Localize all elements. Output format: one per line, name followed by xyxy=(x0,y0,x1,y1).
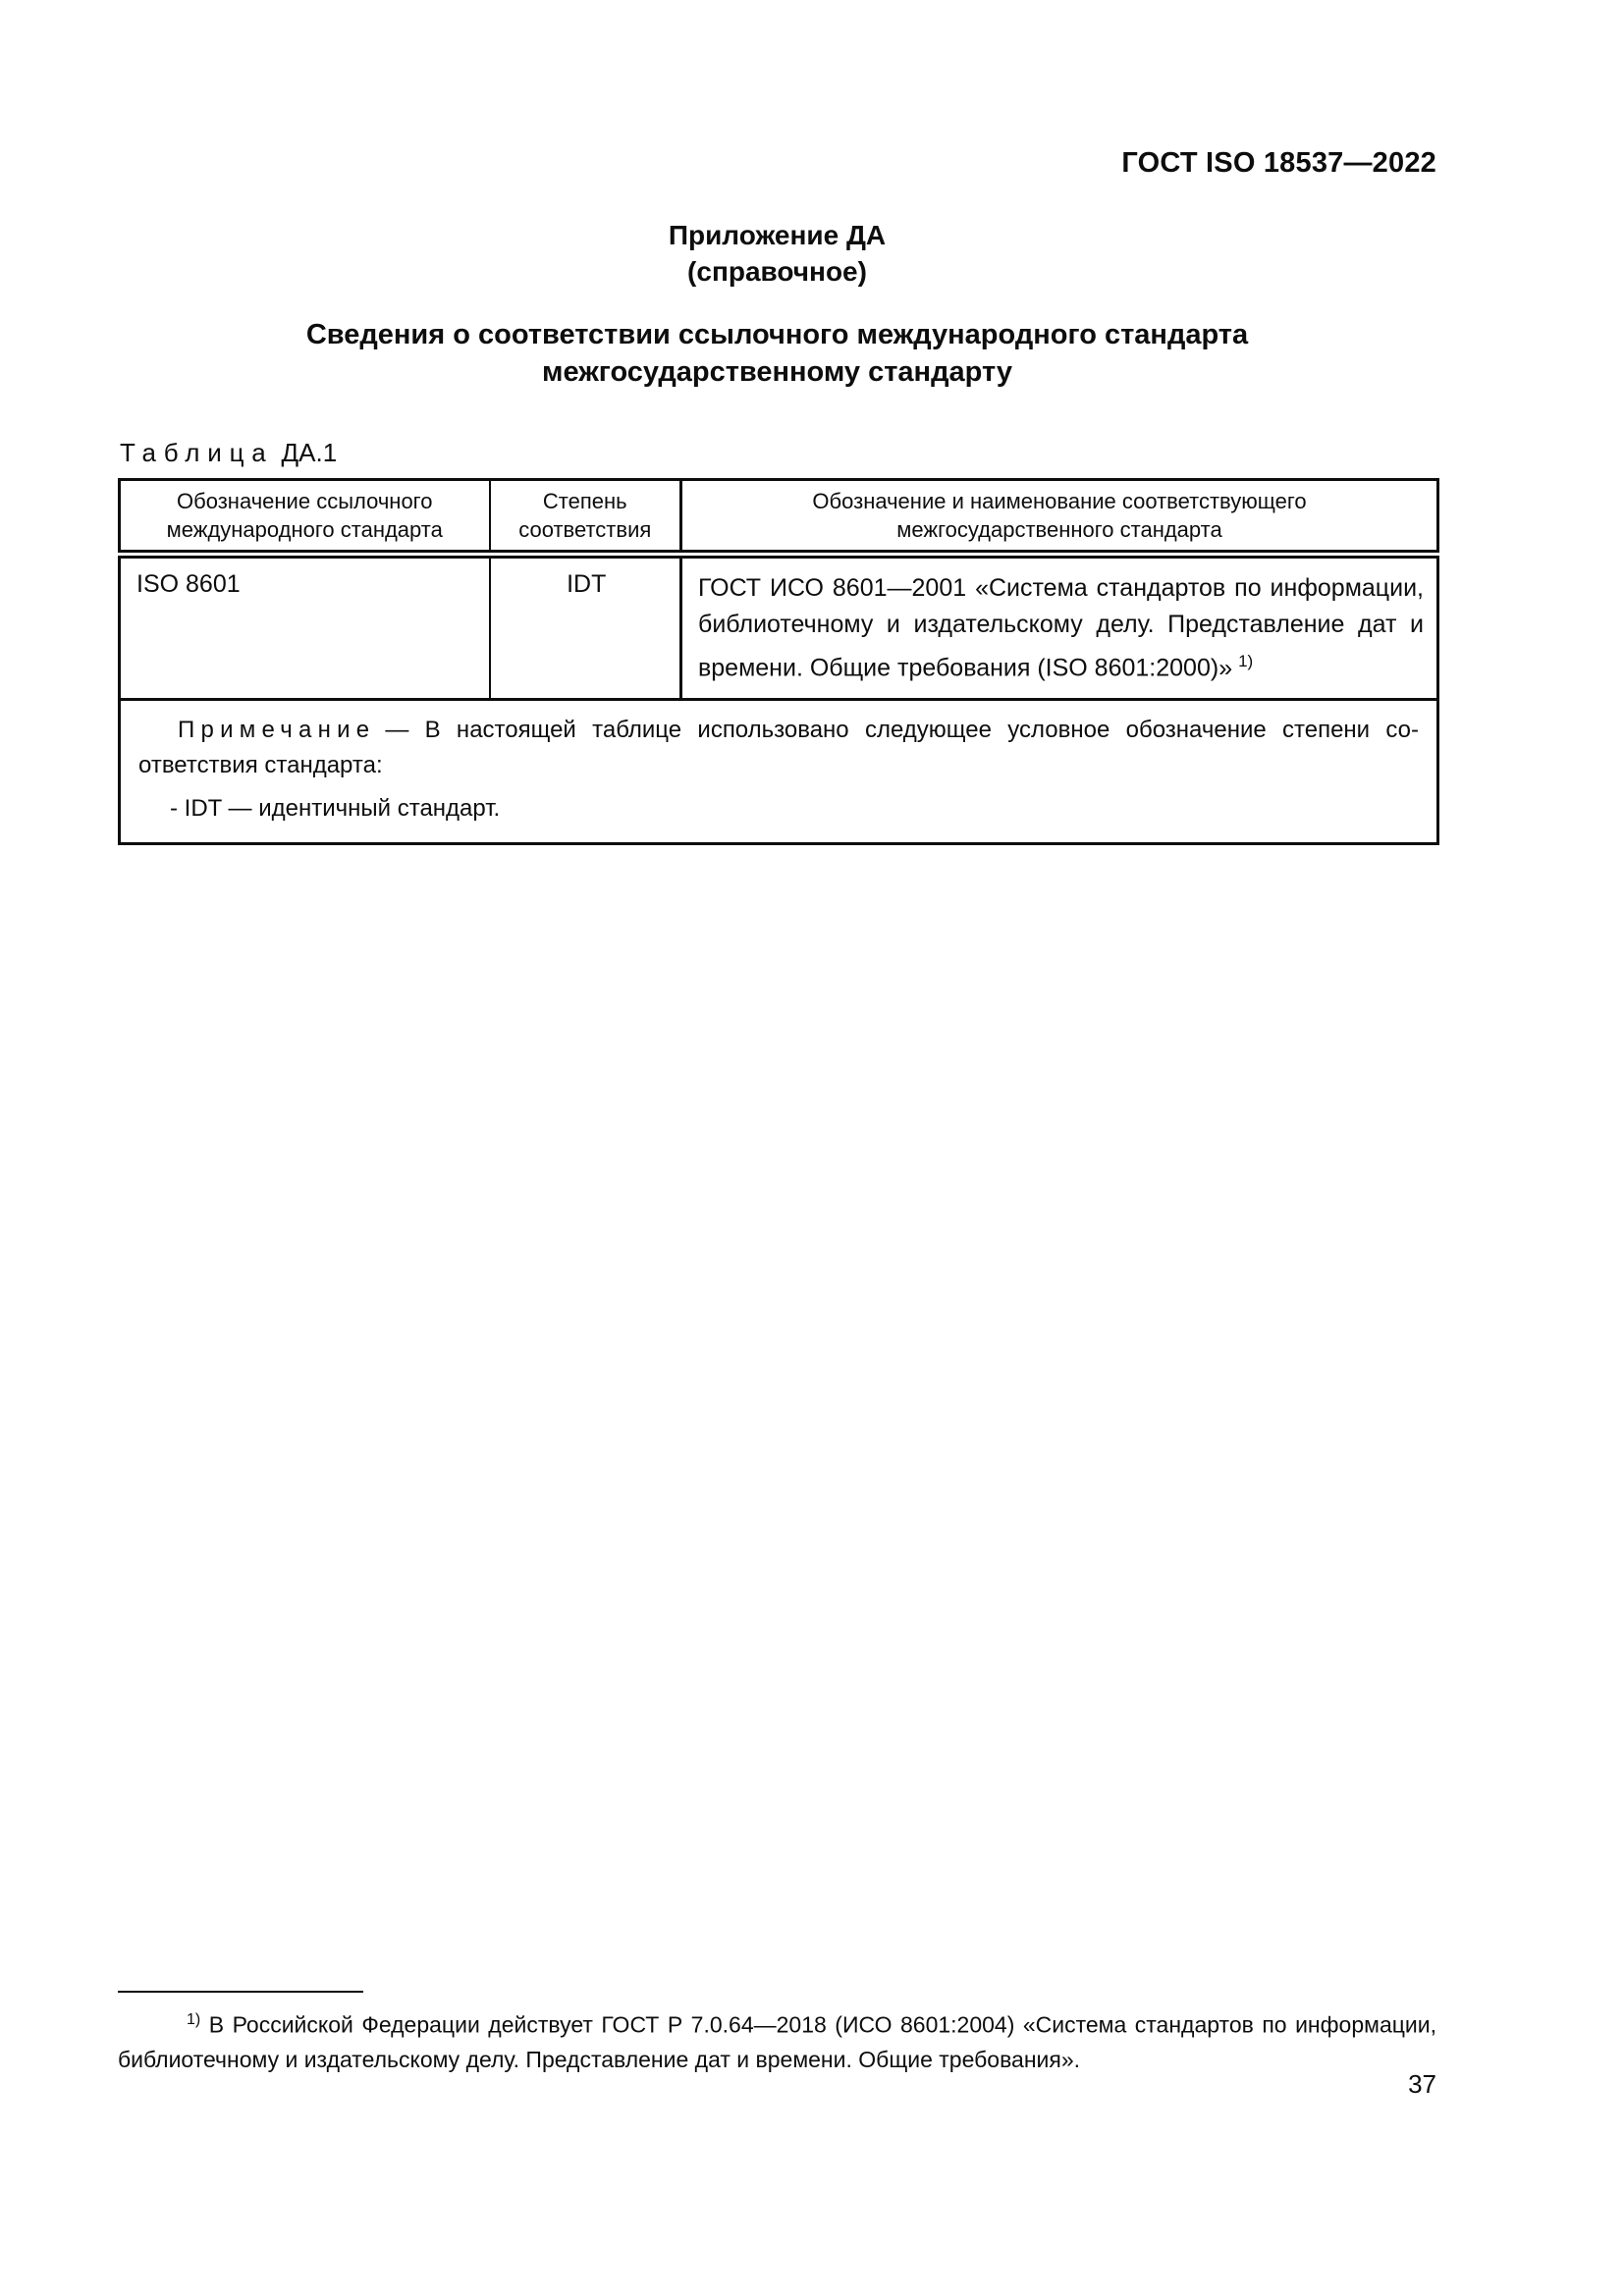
appendix-heading xyxy=(118,217,1436,290)
column-header-text: международного стандарта xyxy=(166,517,443,542)
footnote xyxy=(118,1991,1436,2077)
footnote-reference-mark: 1) xyxy=(1238,652,1254,670)
column-header-text: межгосударственного стандарта xyxy=(896,517,1222,542)
match-standard-text: ГОСТ ИСО 8601—2001 «Система стандартов по информации, библиотечному и издательскому делу. Представление дат и времени. Общие требования (ISO 8601:2000)» xyxy=(698,574,1424,682)
column-header-text: Степень xyxy=(542,489,627,513)
footnote-divider xyxy=(118,1991,363,1993)
column-header-text: Обозначение ссылочного xyxy=(177,489,433,513)
column-header-degree xyxy=(490,480,681,555)
note-list-item: - IDT — идентичный стандарт. xyxy=(170,795,501,823)
correspondence-table xyxy=(118,478,1439,845)
appendix-name: Приложение ДА xyxy=(668,220,887,250)
appendix-title-line1: Сведения о соответствии ссылочного международного стандарта xyxy=(305,319,1249,350)
table-note-paragraph xyxy=(138,713,1419,783)
table-header-row xyxy=(120,480,1438,555)
cell-degree: IDT xyxy=(490,555,681,700)
table-label xyxy=(120,438,337,468)
cell-ref-standard: ISO 8601 xyxy=(120,555,490,700)
table-row xyxy=(120,555,1438,700)
footnote-paragraph xyxy=(118,2002,1436,2077)
page-number: 37 xyxy=(1408,2069,1436,2099)
cell-match-standard xyxy=(681,555,1438,700)
appendix-type: (справочное) xyxy=(687,256,867,287)
table-note-cell xyxy=(120,700,1438,844)
footnote-marker: 1) xyxy=(187,2011,201,2028)
column-header-ref-standard xyxy=(120,480,490,555)
table-label-word: Таблица xyxy=(120,438,274,467)
column-header-text: Обозначение и наименование соответствующего xyxy=(812,489,1307,513)
column-header-text: соответствия xyxy=(518,517,652,542)
table-note-row xyxy=(120,700,1438,844)
appendix-title xyxy=(118,316,1436,391)
column-header-match-standard xyxy=(681,480,1438,555)
footnote-text: В Российской Федерации действует ГОСТ Р 7.0.64—2018 (ИСО 8601:2004) «Система стандартов по информации, библиотечному и издательскому делу. Представление дат и времени. Общие требования». xyxy=(118,2011,1436,2072)
note-text: — В настоящей таблице использовано следующее условное обозначение степени соответствия стандарта: xyxy=(138,717,1419,779)
appendix-title-line2: межгосударственному стандарту xyxy=(542,356,1012,388)
running-header: ГОСТ ISO 18537—2022 xyxy=(1121,147,1436,179)
note-label: Примечание xyxy=(178,717,376,744)
table-label-number: ДА.1 xyxy=(281,438,338,467)
